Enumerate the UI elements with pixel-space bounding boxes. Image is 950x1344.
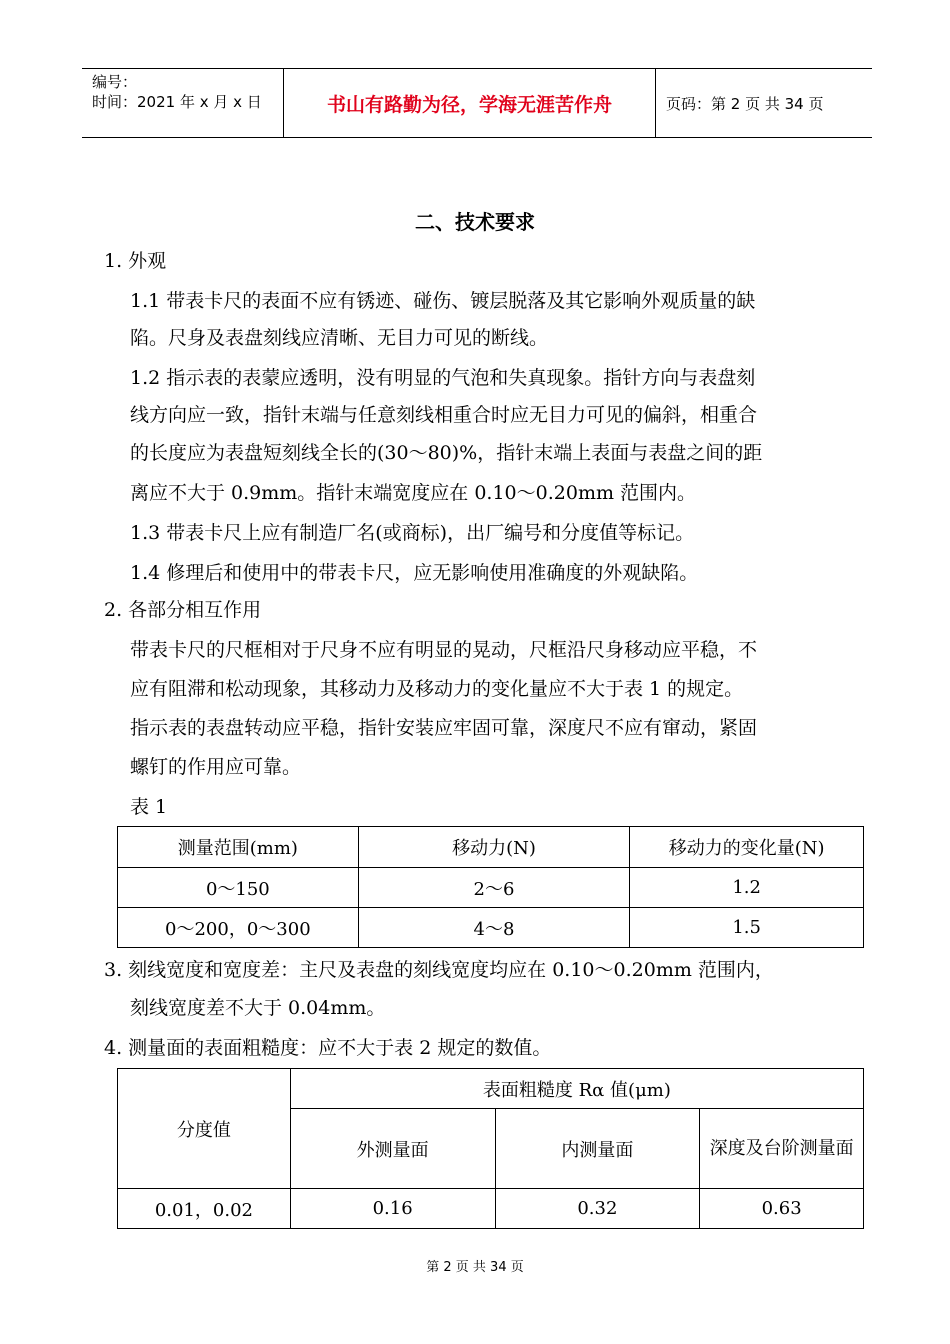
para-4: 4. 测量面的表面粗糙度：应不大于表 2 规定的数值。: [104, 1037, 552, 1059]
para-2-1-line1: 带表卡尺的尺框相对于尺身不应有明显的晃动，尺框沿尺身移动应平稳，不: [130, 639, 758, 661]
table-cell: 0.01，0.02: [118, 1189, 291, 1229]
header-page-info: 页码：第 2 页 共 34 页: [666, 94, 824, 113]
para-1-2-line2: 线方向应一致，指针末端与任意刻线相重合时应无目力可见的偏斜，相重合: [130, 404, 758, 426]
table2-group-header: 表面粗糙度 Rα 值(μm): [290, 1069, 863, 1109]
para-1-1-line2: 陷。尺身及表盘刻线应清晰、无目力可见的断线。: [130, 327, 549, 349]
para-1-1-line1: 1.1 带表卡尺的表面不应有锈迹、碰伤、镀层脱落及其它影响外观质量的缺: [130, 290, 756, 312]
table2-header-row: [118, 1069, 864, 1109]
header-motto: 书山有路勤为径，学海无涯苦作舟: [284, 69, 656, 137]
table-cell: 4～8: [358, 908, 630, 948]
header-left-cell: [82, 69, 284, 137]
table-cell: 0～200，0～300: [118, 908, 359, 948]
para-1-3: 1.3 带表卡尺上应有制造厂名(或商标)，出厂编号和分度值等标记。: [130, 522, 695, 544]
table1-header-cell: 移动力的变化量(N): [630, 827, 864, 868]
table-row: [118, 908, 864, 948]
table1-header-cell: 移动力(N): [358, 827, 630, 868]
para-1-4: 1.4 修理后和使用中的带表卡尺，应无影响使用准确度的外观缺陷。: [130, 562, 699, 584]
para-3-line1: 3. 刻线宽度和宽度差：主尺及表盘的刻线宽度均应在 0.10～0.20mm 范围内，: [104, 959, 774, 981]
table-cell: 1.2: [630, 868, 864, 908]
table-cell: 1.5: [630, 908, 864, 948]
table-cell: 0.63: [700, 1189, 864, 1229]
table2-subheader-cell: 内测量面: [495, 1109, 700, 1189]
table-cell: 0.32: [495, 1189, 700, 1229]
page-footer: 第 2 页 共 34 页: [426, 1260, 524, 1275]
table-1: [117, 826, 864, 948]
table1-header-row: [118, 827, 864, 868]
table-row: [118, 868, 864, 908]
number-label: 编号：: [92, 73, 138, 91]
time-label: 时间：2021 年 x 月 x 日: [92, 93, 262, 111]
table-cell: 0～150: [118, 868, 359, 908]
para-1-2-line4: 离应不大于 0.9mm。指针末端宽度应在 0.10～0.20mm 范围内。: [130, 482, 697, 504]
table-cell: 2～6: [358, 868, 630, 908]
section-title: 二、技术要求: [415, 210, 535, 234]
para-1-2-line1: 1.2 指示表的表蒙应透明，没有明显的气泡和失真现象。指针方向与表盘刻: [130, 367, 756, 389]
para-1-2-line3: 的长度应为表盘短刻线全长的(30～80)%，指针末端上表面与表盘之间的距: [130, 442, 763, 464]
page-header: [82, 68, 872, 138]
para-2-2-line1: 指示表的表盘转动应平稳，指针安装应牢固可靠，深度尺不应有窜动，紧固: [130, 717, 758, 739]
table2-col1-header: 分度值: [118, 1069, 291, 1189]
table-cell: 0.16: [290, 1189, 495, 1229]
table2-subheader-cell: 深度及台阶测量面: [700, 1109, 864, 1189]
para-2-2-line2: 螺钉的作用应可靠。: [130, 756, 302, 778]
table1-caption: 表 1: [130, 796, 168, 818]
heading-2: 2. 各部分相互作用: [104, 599, 262, 621]
table2-subheader-cell: 外测量面: [290, 1109, 495, 1189]
table-2: [117, 1068, 864, 1229]
para-3-line2: 刻线宽度差不大于 0.04mm。: [130, 997, 386, 1019]
table-row: [118, 1189, 864, 1229]
table1-header-cell: 测量范围(mm): [118, 827, 359, 868]
para-2-1-line2: 应有阻滞和松动现象，其移动力及移动力的变化量应不大于表 1 的规定。: [130, 678, 744, 700]
heading-1: 1. 外观: [104, 250, 167, 272]
